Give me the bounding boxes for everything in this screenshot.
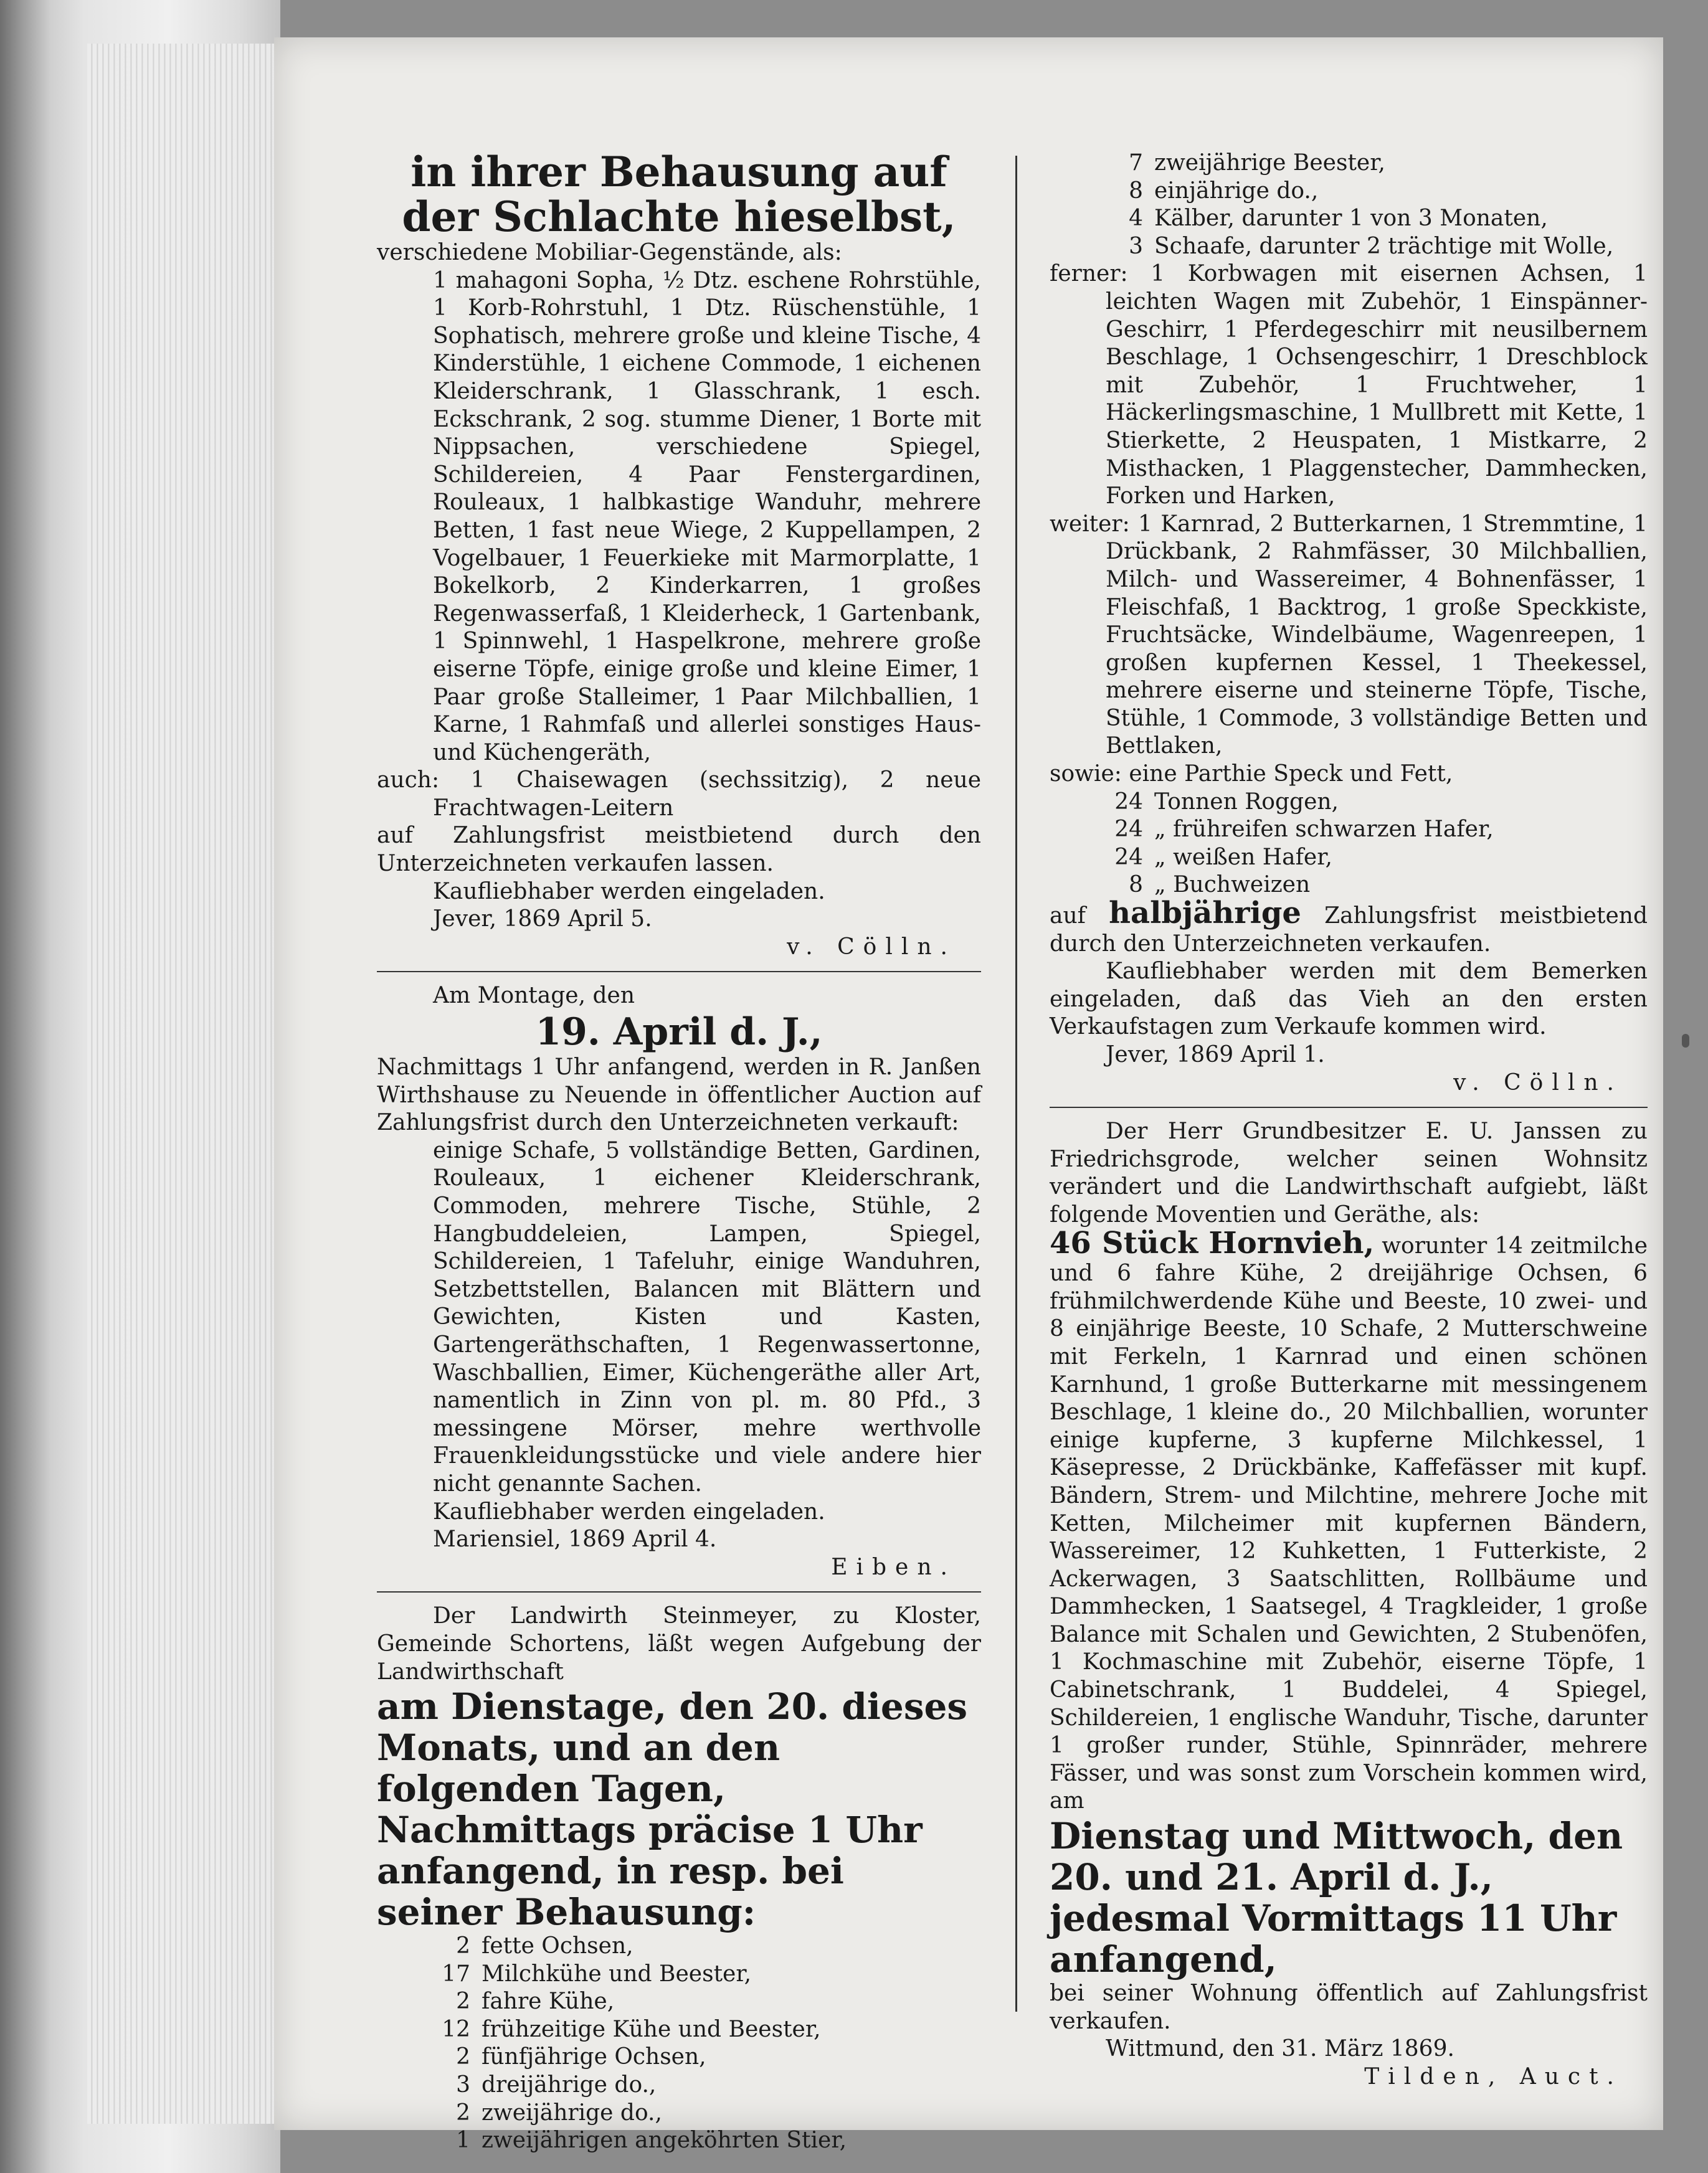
list-item (377, 1988, 981, 2016)
right-column (1050, 149, 1648, 2091)
list-item-count: 2 (456, 2044, 470, 2070)
ad1-invite: Kaufliebhaber werden eingeladen. (433, 878, 825, 904)
list-item-count: 3 (1129, 233, 1143, 259)
list-item-count: 2 (456, 2100, 470, 2126)
ad3-place-date: Jever, 1869 April 1. (1106, 1042, 1325, 1068)
list-item-count: 7 (1129, 150, 1143, 176)
column-divider (1015, 156, 1017, 2012)
list-item-text: „ weißen Hafer, (1154, 844, 1332, 870)
list-item-text: „ frühreifen schwarzen Hafer, (1154, 817, 1494, 843)
ad3-further2: weiter: 1 Karnrad, 2 Butterkarnen, 1 Stremmtine, 1 Drückbank, 2 Rahmfässer, 30 Milchballien, Milch- und Wassereimer, 4 Bohnenfässer, 1 Fleischfaß, 1 Backtrog, 1 große Speckkiste, Fruchtsäcke, Windelbäume, Wagenreepen, 1 großen kupfernen Kessel, 1 Theekessel, mehrere eiserne und steinerne Töpfe, Tische, Stühle, 1 Commode, 3 vollständige Betten und Bettlaken, (1050, 511, 1648, 759)
list-item-count: 24 (1114, 788, 1143, 815)
ad4-body-wrap (1050, 1225, 1648, 1816)
ad3-grain-list (1050, 788, 1648, 899)
list-item-text: Milchkühe und Beester, (482, 1961, 752, 1987)
list-item-text: „ Buchweizen (1154, 872, 1311, 898)
ad-separator (377, 1591, 981, 1593)
ad2-body: Nachmittags 1 Uhr anfangend, werden in R. Janßen Wirthshause zu Neuende in öffentlicher Auction auf Zahlungsfrist durch den Unterzeichneten verkauft: (377, 1054, 981, 1136)
list-item-text: fünfjährige Ochsen, (482, 2044, 706, 2070)
ad4-signature: Tilden, Auct. (1364, 2063, 1623, 2090)
ad3-terms-post: Zahlungsfrist meistbietend durch den Unterzeichneten verkaufen. (1050, 903, 1648, 957)
list-item-count: 17 (442, 1961, 470, 1987)
list-item-count: 8 (1129, 178, 1143, 204)
ad3-livestock-list-continued (1050, 149, 1648, 260)
list-item-text: zweijährige do., (482, 2100, 662, 2126)
list-item-count: 3 (456, 2072, 470, 2098)
list-item-count: 2 (456, 1933, 470, 1959)
ad4-heading: Dienstag und Mittwoch, den 20. und 21. April d. J., jedesmal Vormittags 11 Uhr anfangend, (1050, 1815, 1623, 1981)
ad1-terms: auf Zahlungsfrist meistbietend durch den Unterzeichneten verkaufen lassen. (377, 823, 981, 877)
ad3-heading: am Dienstage, den 20. dieses Monats, und an den folgenden Tagen, Nachmittags präcise 1 Uhr anfangend, in resp. bei seiner Behausung: (377, 1685, 968, 1934)
ad2-signature: Eiben. (831, 1554, 956, 1580)
ad1-place-date: Jever, 1869 April 5. (433, 906, 652, 932)
ad3-further: ferner: 1 Korbwagen mit eisernen Achsen, 1 leichten Wagen mit Zubehör, 1 Einspänner-Geschirr, 1 Pferdegeschirr mit neusilbernem Beschlage, 1 Ochsengeschirr, 1 Dreschblock mit Zubehör, 1 Fruchtweher, 1 Häckerlingsmaschine, 1 Mullbrett mit Kette, 1 Stierkette, 2 Heuspaten, 1 Mistkarre, 2 Misthacken, 1 Plaggenstecher, Dammhecken, Forken und Harken, (1050, 261, 1648, 509)
list-item (377, 2100, 981, 2128)
ad3-livestock-list (377, 1933, 981, 2155)
ad2-date-heading: 19. April d. J., (535, 1010, 823, 1054)
left-column (377, 149, 981, 2155)
ad4-livestock-bold: 46 Stück Hornvieh, (1050, 1225, 1375, 1261)
list-item-count: 2 (456, 1989, 470, 2015)
list-item (1050, 816, 1648, 844)
list-item (377, 1961, 981, 1989)
binding-hole (1682, 1034, 1689, 1048)
list-item-text: einjährige do., (1154, 178, 1319, 204)
list-item-text: Kälber, darunter 1 von 3 Monaten, (1154, 206, 1548, 232)
ad1-signature: v. Cölln. (787, 934, 956, 960)
ad-separator (1050, 1107, 1648, 1108)
list-item-text: Schaafe, darunter 2 trächtige mit Wolle, (1154, 233, 1614, 259)
ad3-terms-bold: halbjährige (1109, 896, 1301, 931)
list-item (377, 2127, 981, 2155)
list-item-count: 8 (1129, 872, 1143, 898)
ad3-invite: Kaufliebhaber werden mit dem Bemerken eingeladen, daß das Vieh an den ersten Verkaufstagen zum Verkaufe kommen wird. (1050, 959, 1648, 1040)
ad3-terms-pre: auf (1050, 903, 1086, 929)
list-item (1050, 205, 1648, 233)
ad3-intro: Der Landwirth Steinmeyer, zu Kloster, Gemeinde Schortens, läßt wegen Aufgebung der Landwirthschaft (377, 1603, 981, 1685)
list-item-count: 24 (1114, 817, 1143, 843)
list-item (1050, 149, 1648, 178)
list-item-text: zweijährige Beester, (1154, 150, 1385, 176)
ad2-intro: Am Montage, den (433, 983, 635, 1009)
list-item (377, 2016, 981, 2044)
list-item-text: fahre Kühe, (482, 1989, 615, 2015)
list-item-text: dreijährige do., (482, 2072, 657, 2098)
list-item-text: zweijährigen angeköhrten Stier, (482, 2128, 847, 2154)
ad2-items: einige Schafe, 5 vollständige Betten, Gardinen, Rouleaux, 1 eichener Kleiderschrank, Commoden, mehrere Tische, Stühle, 2 Hangbuddeleien, Lampen, Spiegel, Schildereien, 1 Tafeluhr, einige Wanduhren, Setzbettstellen, Balancen mit Blättern und Gewichten, Kisten und Kasten, Gartengeräthschaften, 1 Regenwassertonne, Waschballien, Eimer, Küchengeräthe aller Art, namentlich in Zinn von pl. m. 80 Pfd., 3 messingene Mörser, mehre werthvolle Frauenkleidungsstücke und viele andere hier nicht genannte Sachen. (433, 1137, 981, 1497)
list-item (377, 2043, 981, 2071)
ad3-terms (1050, 896, 1648, 958)
list-item-text: Tonnen Roggen, (1154, 788, 1339, 815)
list-item-count: 12 (442, 2016, 470, 2042)
list-item-text: frühzeitige Kühe und Beester, (482, 2016, 821, 2042)
ad2-place-date: Mariensiel, 1869 April 4. (433, 1527, 717, 1553)
ad4-intro: Der Herr Grundbesitzer E. U. Janssen zu Friedrichsgrode, welcher seinen Wohnsitz verändert und die Landwirthschaft aufgiebt, läßt folgende Moventien und Geräthe, als: (1050, 1119, 1648, 1228)
list-item (377, 2071, 981, 2100)
list-item (377, 1933, 981, 1961)
list-item-count: 24 (1114, 844, 1143, 870)
ad4-place-date: Wittmund, den 31. März 1869. (1106, 2036, 1454, 2062)
ad1-also: auch: 1 Chaisewagen (sechssitzig), 2 neue Frachtwagen-Leitern (377, 767, 981, 821)
page-stack-edges (87, 44, 287, 2124)
list-item-text: fette Ochsen, (482, 1933, 633, 1959)
ad2-invite: Kaufliebhaber werden eingeladen. (433, 1498, 825, 1525)
ad1-heading: in ihrer Behausung auf der Schlachte hieselbst, (402, 148, 956, 241)
ad3-signature: v. Cölln. (1453, 1069, 1623, 1096)
ad4-body: worunter 14 zeitmilche und 6 fahre Kühe, 2 dreijährige Ochsen, 6 frühmilchwerdende Kühe und Beeste, 10 zwei- und 8 einjährige Beeste, 10 Schafe, 2 Mutterschweine mit Ferkeln, 1 Karnrad und einen schönen Karnhund, 1 große Butterkarne mit messingenem Beschlage, 1 kleine do., 20 Milchballien, worunter einige kupferne, 3 kupferne Milchkessel, 1 Käsepresse, 2 Drückbänke, Kaffefässer mit kupf. Bändern, Strem- und Milchtine, mehrere Joche mit Ketten, Milcheimer mit kupfernen Bändern, Wassereimer, 12 Kuhketten, 1 Futterkiste, 2 Ackerwagen, 3 Saatschlitten, Rollbäume und Dammhecken, 1 Saatsegel, 4 Tragkleider, 1 große Balance mit Schalen und Gewichten, 2 Stubenöfen, 1 Kochmaschine mit Zubehör, eiserne Töpfe, 1 Cabinetschrank, 1 Buddelei, 4 Spiegel, Schildereien, 1 englische Wanduhr, Tische, darunter 1 großer runder, Stühle, Spinnräder, mehrere Fässer, und was sonst zum Vorschein kommen wird, am (1050, 1233, 1648, 1814)
list-item-count: 1 (456, 2128, 470, 2154)
list-item (1050, 788, 1648, 817)
ad3-also: sowie: eine Parthie Speck und Fett, (1050, 761, 1453, 787)
list-item (1050, 178, 1648, 206)
ad-separator (377, 971, 981, 972)
ad4-terms: bei seiner Wohnung öffentlich auf Zahlungsfrist verkaufen. (1050, 1981, 1648, 2034)
list-item (1050, 233, 1648, 261)
list-item-count: 4 (1129, 206, 1143, 232)
ad1-items: 1 mahagoni Sopha, ½ Dtz. eschene Rohrstühle, 1 Korb-Rohrstuhl, 1 Dtz. Rüschenstühle, 1 Sophatisch, mehrere große und kleine Tische, 4 Kinderstühle, 1 eichene Commode, 1 eichenen Kleiderschrank, 1 Glasschrank, 1 esch. Eckschrank, 2 sog. stumme Diener, 1 Borte mit Nippsachen, verschiedene Spiegel, Schildereien, 4 Paar Fenstergardinen, Rouleaux, 1 halbkastige Wanduhr, mehrere Betten, 1 fast neue Wiege, 2 Kuppellampen, 2 Vogelbauer, 1 Feuerkieke mit Marmorplatte, 1 Bokelkorb, 2 Kinderkarren, 1 großes Regenwasserfaß, 1 Kleiderheck, 1 Gartenbank, 1 Spinnwehl, 1 Haspelkrone, mehrere große eiserne Töpfe, einige große und kleine Eimer, 1 Paar große Stalleimer, 1 Paar Milchballien, 1 Karne, 1 Rahmfaß und allerlei sonstiges Haus- und Küchengeräth, (433, 267, 981, 765)
list-item (1050, 844, 1648, 872)
ad1-intro: verschiedene Mobiliar-Gegenstände, als: (377, 240, 842, 265)
